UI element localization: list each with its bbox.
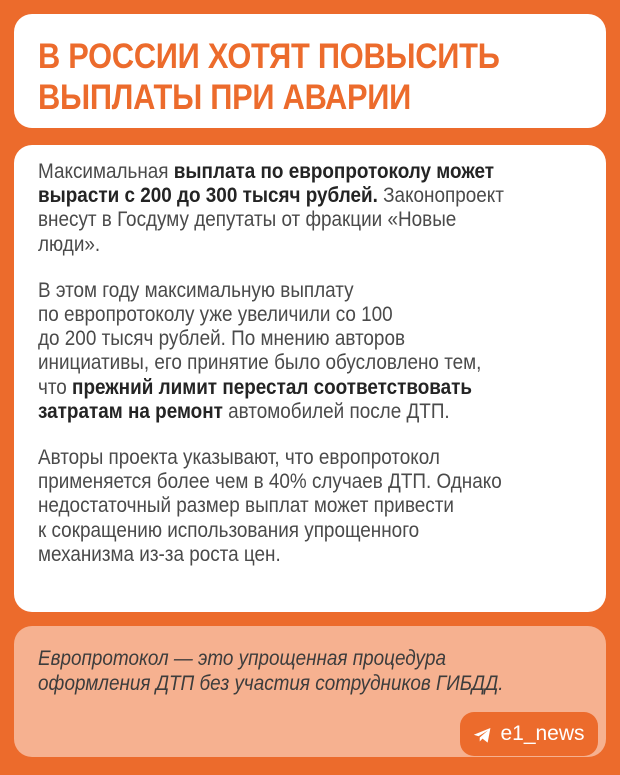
paragraph-2-line-2: по европротоколу уже увеличили со 100 (38, 303, 393, 327)
bold-span: затратам на ремонт (38, 399, 223, 423)
paragraph-1 (38, 160, 576, 257)
paragraph-3-line-4: к сокращению использования упрощенного (38, 518, 420, 542)
text-span: Законопроект (377, 184, 504, 208)
paragraph-1-line-3: внесут в Госдуму депутаты от фракции «Новые (38, 208, 457, 232)
text-span: автомобилей после ДТП. (222, 399, 450, 423)
paragraph-2-line-6 (38, 400, 576, 424)
paragraph-1-line-1 (38, 160, 576, 184)
note-line-1: Европротокол — это упрощенная процедура (38, 647, 446, 670)
note-text (38, 647, 587, 696)
paragraph-2-line-3: до 200 тысяч рублей. По мнению авторов (38, 327, 406, 351)
headline-line-2: ВЫПЛАТЫ ПРИ АВАРИИ (38, 78, 412, 117)
title-card (14, 14, 606, 128)
paragraph-3-line-1: Авторы проекта указывают, что европротокол (38, 446, 440, 470)
paragraph-1-line-4: люди». (38, 232, 101, 256)
paragraph-2-line-1: В этом году максимальную выплату (38, 278, 354, 302)
paragraph-2 (38, 279, 576, 424)
bold-span: прежний лимит перестал соответствовать (72, 375, 473, 399)
bold-span: вырасти с 200 до 300 тысяч рублей. (38, 184, 378, 208)
paragraph-3-line-5: механизма из-за роста цен. (38, 542, 281, 566)
article-card (14, 145, 606, 612)
note-line-2: оформления ДТП без участия сотрудников ГИБДД. (38, 671, 504, 695)
brand-label: e1_news (500, 722, 585, 745)
paragraph-2-line-4: инициативы, его принятие было обусловлено тем, (38, 351, 482, 375)
telegram-icon (473, 726, 492, 743)
headline (38, 36, 601, 118)
bold-span: выплата по европротоколу может (173, 160, 495, 183)
paragraph-3 (38, 446, 576, 567)
paragraph-3-line-2: применяется более чем в 40% случаев ДТП. Однако (38, 470, 502, 494)
brand-badge[interactable] (460, 712, 598, 756)
paragraph-2-line-5 (38, 376, 576, 400)
text-span: Максимальная (38, 160, 174, 183)
paragraph-1-line-2 (38, 184, 576, 208)
headline-line-1: В РОССИИ ХОТЯТ ПОВЫСИТЬ (38, 37, 500, 76)
text-span: что (38, 375, 73, 399)
paragraph-3-line-3: недостаточный размер выплат может привести (38, 494, 454, 518)
